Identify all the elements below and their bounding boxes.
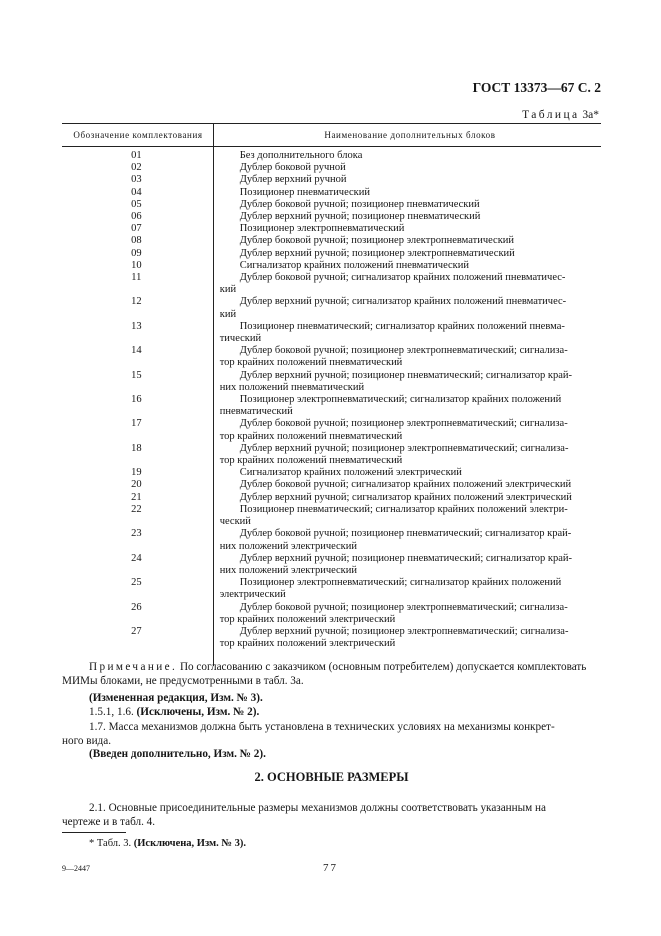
table-row xyxy=(62,296,601,320)
row-description-line2: кий xyxy=(219,308,237,320)
clause-2-1: 2.1. Основные присоединительные размеры механизмов должны соответствовать указанным на чертеже и в табл. 4. xyxy=(62,802,546,828)
row-description-line1: Дублер верхний ручной; позиционер электропневматический; сигнализа- xyxy=(239,442,569,454)
row-description xyxy=(213,150,601,162)
table-row xyxy=(62,479,601,491)
row-description-line1: Позиционер пневматический; сигнализатор крайних положений пневма- xyxy=(239,320,565,332)
clause-1-7: 1.7. Масса механизмов должна быть установлена в технических условиях на механизмы конкрет- ного вида. xyxy=(62,721,555,747)
table-row xyxy=(62,504,601,528)
table-row xyxy=(62,626,601,650)
row-description-line2: тор крайних положений пневматический xyxy=(219,357,403,369)
row-code: 15 xyxy=(131,369,142,381)
table-row xyxy=(62,150,601,162)
row-description-line1: Дублер боковой ручной; позиционер электропневматический; сигнализа- xyxy=(239,418,568,430)
row-code: 01 xyxy=(131,150,142,161)
row-code: 18 xyxy=(131,442,142,454)
row-description-line1: Дублер боковой ручной; позиционер пневматический xyxy=(239,198,480,210)
row-description xyxy=(213,199,601,211)
column-header-name: Наименование дополнительных блоков xyxy=(324,130,496,140)
row-code: 06 xyxy=(131,211,142,223)
row-description xyxy=(213,394,601,418)
row-description-line1: Дублер верхний ручной; позиционер пневматический; сигнализатор край- xyxy=(239,369,572,381)
table-row xyxy=(62,235,601,247)
row-description-line2: кий xyxy=(219,284,237,296)
row-description-line2: них положений пневматический xyxy=(219,381,365,393)
table-row xyxy=(62,443,601,467)
row-code: 19 xyxy=(131,467,142,479)
row-description xyxy=(213,211,601,223)
row-description-line2: тор крайних положений электрический xyxy=(219,638,396,650)
row-description-line1: Без дополнительного блока xyxy=(239,150,363,161)
table-note xyxy=(62,660,601,688)
row-description-line1: Позиционер электропневматический xyxy=(239,223,405,235)
row-description xyxy=(213,235,601,247)
row-code: 27 xyxy=(131,625,142,637)
table-row xyxy=(62,211,601,223)
column-header-code: Обозначение комплектования xyxy=(73,130,203,140)
footnote: * Табл. 3. (Исключена, Изм. № 3). xyxy=(89,838,246,849)
row-code: 05 xyxy=(131,198,142,210)
row-code: 13 xyxy=(131,320,142,332)
row-code: 25 xyxy=(131,577,142,589)
row-description-line1: Позиционер пневматический; сигнализатор крайних положений электри- xyxy=(239,503,568,515)
table-row xyxy=(62,260,601,272)
row-code: 07 xyxy=(131,223,142,235)
row-description-line2: тор крайних положений пневматический xyxy=(219,430,403,442)
edit-changed-redaction: (Измененная редакция, Изм. № 3). xyxy=(89,692,263,704)
table-row xyxy=(62,174,601,186)
row-description xyxy=(213,492,601,504)
table-row xyxy=(62,370,601,394)
table-row xyxy=(62,553,601,577)
page-number: 77 xyxy=(323,862,338,874)
table-rows xyxy=(62,150,601,650)
row-description xyxy=(213,370,601,394)
row-description-line1: Дублер боковой ручной; позиционер электропневматический; сигнализа- xyxy=(239,601,568,613)
row-description-line1: Дублер боковой ручной xyxy=(239,162,346,174)
page-header: ГОСТ 13373—67 С. 2 xyxy=(472,80,601,95)
row-description-line2: них положений электрический xyxy=(219,540,358,552)
table-caption-word: Таблица xyxy=(522,109,580,121)
row-code: 20 xyxy=(131,479,142,491)
row-description xyxy=(213,504,601,528)
table-top-rule xyxy=(62,123,601,124)
row-description-line1: Дублер боковой ручной; позиционер электропневматический; сигнализа- xyxy=(239,345,568,357)
row-description-line1: Дублер боковой ручной; позиционер пневматический; сигнализатор край- xyxy=(239,528,572,540)
row-code: 23 xyxy=(131,528,142,540)
row-description xyxy=(213,528,601,552)
row-description-line2: пневматический xyxy=(219,406,293,418)
row-description xyxy=(213,577,601,601)
table-row xyxy=(62,272,601,296)
row-code: 22 xyxy=(131,503,142,515)
row-code: 14 xyxy=(131,345,142,357)
table-row xyxy=(62,418,601,442)
row-description xyxy=(213,467,601,479)
row-code: 26 xyxy=(131,601,142,613)
row-code: 16 xyxy=(131,394,142,406)
row-description-line1: Позиционер электропневматический; сигнализатор крайних положений xyxy=(239,577,562,589)
row-code: 10 xyxy=(131,259,142,271)
row-description xyxy=(213,418,601,442)
table-row xyxy=(62,248,601,260)
row-description xyxy=(213,321,601,345)
row-code: 24 xyxy=(131,552,142,564)
table-row xyxy=(62,577,601,601)
row-code: 03 xyxy=(131,174,142,186)
row-description-line1: Дублер верхний ручной; позиционер пневматический xyxy=(239,211,481,223)
row-description-line2: тический xyxy=(219,333,262,345)
row-code: 04 xyxy=(131,186,142,198)
section-heading: 2. ОСНОВНЫЕ РАЗМЕРЫ xyxy=(254,770,409,784)
row-code: 17 xyxy=(131,418,142,430)
table-row xyxy=(62,394,601,418)
row-code: 11 xyxy=(131,272,142,284)
row-code: 21 xyxy=(131,491,142,503)
row-description-line1: Дублер верхний ручной; позиционер электропневматический; сигнализа- xyxy=(239,625,569,637)
table-row xyxy=(62,162,601,174)
table-row xyxy=(62,528,601,552)
table-row xyxy=(62,199,601,211)
row-code: 09 xyxy=(131,247,142,259)
row-description xyxy=(213,260,601,272)
table-row xyxy=(62,321,601,345)
row-description xyxy=(213,553,601,577)
table-row xyxy=(62,467,601,479)
table-row xyxy=(62,187,601,199)
row-description-line1: Сигнализатор крайних положений электрический xyxy=(239,467,462,479)
row-description-line1: Дублер верхний ручной; позиционер пневматический; сигнализатор край- xyxy=(239,552,572,564)
row-description-line1: Дублер верхний ручной; сигнализатор крайних положений пневматичес- xyxy=(239,296,567,308)
row-description-line1: Дублер верхний ручной xyxy=(239,174,347,186)
row-description xyxy=(213,296,601,320)
row-description xyxy=(213,602,601,626)
row-description-line1: Позиционер электропневматический; сигнализатор крайних положений xyxy=(239,394,562,406)
note-text-line2: МИМы блоками, не предусмотренными в табл. 3а. xyxy=(62,675,304,687)
edit-introduced: (Введен дополнительно, Изм. № 2). xyxy=(89,748,266,760)
note-label: Примечание. xyxy=(89,661,178,673)
row-description-line2: тор крайних положений пневматический xyxy=(219,455,403,467)
row-description-line2: ческий xyxy=(219,516,251,528)
table-row xyxy=(62,492,601,504)
row-description-line1: Дублер боковой ручной; позиционер электропневматический xyxy=(239,235,515,247)
clause-1-5-1-1-6: 1.5.1, 1.6. (Исключены, Изм. № 2). xyxy=(89,706,260,718)
table-caption xyxy=(522,109,599,121)
row-description-line1: Сигнализатор крайних положений пневматический xyxy=(239,259,470,271)
row-description xyxy=(213,174,601,186)
row-code: 02 xyxy=(131,162,142,174)
table-row xyxy=(62,223,601,235)
row-description xyxy=(213,187,601,199)
row-description xyxy=(213,626,601,650)
row-code: 08 xyxy=(131,235,142,247)
row-description xyxy=(213,272,601,296)
row-description-line2: тор крайних положений электрический xyxy=(219,613,396,625)
table-caption-number: 3а* xyxy=(582,109,599,121)
note-text-line1: По согласованию с заказчиком (основным потребителем) допускается комплектовать xyxy=(179,661,587,673)
row-description-line1: Дублер боковой ручной; сигнализатор крайних положений пневматичес- xyxy=(239,272,566,284)
print-code: 9—2447 xyxy=(62,864,90,873)
row-description xyxy=(213,223,601,235)
row-description xyxy=(213,479,601,491)
row-description xyxy=(213,162,601,174)
table-header-rule xyxy=(62,146,601,147)
row-description-line1: Дублер верхний ручной; сигнализатор крайних положений электрический xyxy=(239,491,572,503)
row-description-line1: Позиционер пневматический xyxy=(239,186,371,198)
row-description xyxy=(213,443,601,467)
row-description-line1: Дублер верхний ручной; позиционер электропневматический xyxy=(239,247,515,259)
table-row xyxy=(62,602,601,626)
row-description-line2: электрический xyxy=(219,589,286,601)
row-code: 12 xyxy=(131,296,142,308)
row-description xyxy=(213,345,601,369)
row-description xyxy=(213,248,601,260)
footnote-rule xyxy=(62,832,126,833)
table-row xyxy=(62,345,601,369)
row-description-line2: них положений электрический xyxy=(219,564,358,576)
row-description-line1: Дублер боковой ручной; сигнализатор крайних положений электрический xyxy=(239,479,572,491)
